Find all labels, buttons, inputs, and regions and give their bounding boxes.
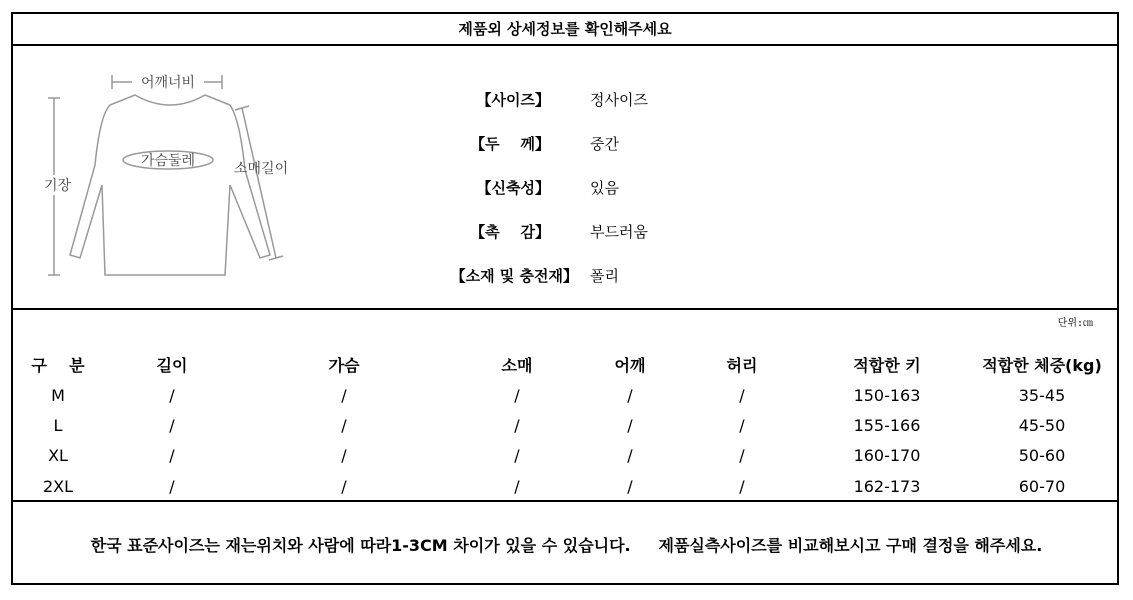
table-cell: 50-60 [1018,446,1066,465]
table-cell: 155-166 [853,416,921,435]
table-cell: M [51,386,65,405]
shirt-outline [70,95,270,275]
table-cell: / [627,416,633,435]
table-cell: 2XL [42,477,74,496]
info-value: 부드러움 [590,223,648,241]
table-cell: / [169,477,175,496]
table-cell: / [341,386,347,405]
table-header: 허리 [726,356,758,375]
info-label: 【소재 및 충전재】 [450,267,578,285]
table-cell: / [627,386,633,405]
garment-diagram [40,60,310,290]
table-cell: 160-170 [853,446,921,465]
info-value: 있음 [590,179,619,197]
table-cell: / [169,416,175,435]
table-cell: 150-163 [853,386,921,405]
info-value: 중간 [590,135,619,153]
table-cell: / [341,416,347,435]
sleeve-label: 소매길이 [234,161,289,177]
table-cell: 35-45 [1018,386,1066,405]
length-label: 기장 [44,178,72,194]
table-cell: / [627,477,633,496]
info-label: 【신축성】 [476,179,550,197]
table-header: 구 분 [31,356,85,375]
table-cell: XL [48,446,68,465]
table-header: 가슴 [328,356,360,375]
divider [13,500,1117,502]
info-label: 【두 께】 [470,135,550,153]
table-cell: / [739,416,745,435]
table-header: 적합한 키 [853,356,921,375]
table-cell: / [169,386,175,405]
info-label: 【사이즈】 [476,91,550,109]
table-cell: / [739,477,745,496]
table-header: 소매 [501,356,533,375]
table-cell: 60-70 [1018,477,1066,496]
table-cell: / [514,416,520,435]
info-value: 정사이즈 [590,91,648,109]
shoulder-label: 어깨너비 [140,75,196,91]
chest-label: 가슴둘레 [140,153,196,169]
unit-label: 단위:㎝ [1057,318,1093,329]
table-header: 적합한 체중(kg) [982,356,1102,375]
info-value: 폴리 [590,267,619,285]
table-header: 길이 [156,356,188,375]
table-cell: / [169,446,175,465]
info-label: 【촉 감】 [470,223,550,241]
table-cell: / [514,386,520,405]
table-cell: L [53,416,63,435]
size-notice: 한국 표준사이즈는 재는위치와 사람에 따라1-3CM 차이가 있을 수 있습니다. 제품실측사이즈를 비교해보시고 구매 결정을 해주세요. [90,536,1043,555]
table-cell: / [514,477,520,496]
table-header: 어깨 [614,356,646,375]
table-cell: 162-173 [853,477,921,496]
table-cell: / [739,386,745,405]
table-cell: / [514,446,520,465]
table-cell: 45-50 [1018,416,1066,435]
table-cell: / [627,446,633,465]
divider [13,308,1117,310]
table-cell: / [341,477,347,496]
table-cell: / [341,446,347,465]
page-title: 제품외 상세정보를 확인해주세요 [458,20,672,38]
table-cell: / [739,446,745,465]
divider [13,44,1117,46]
